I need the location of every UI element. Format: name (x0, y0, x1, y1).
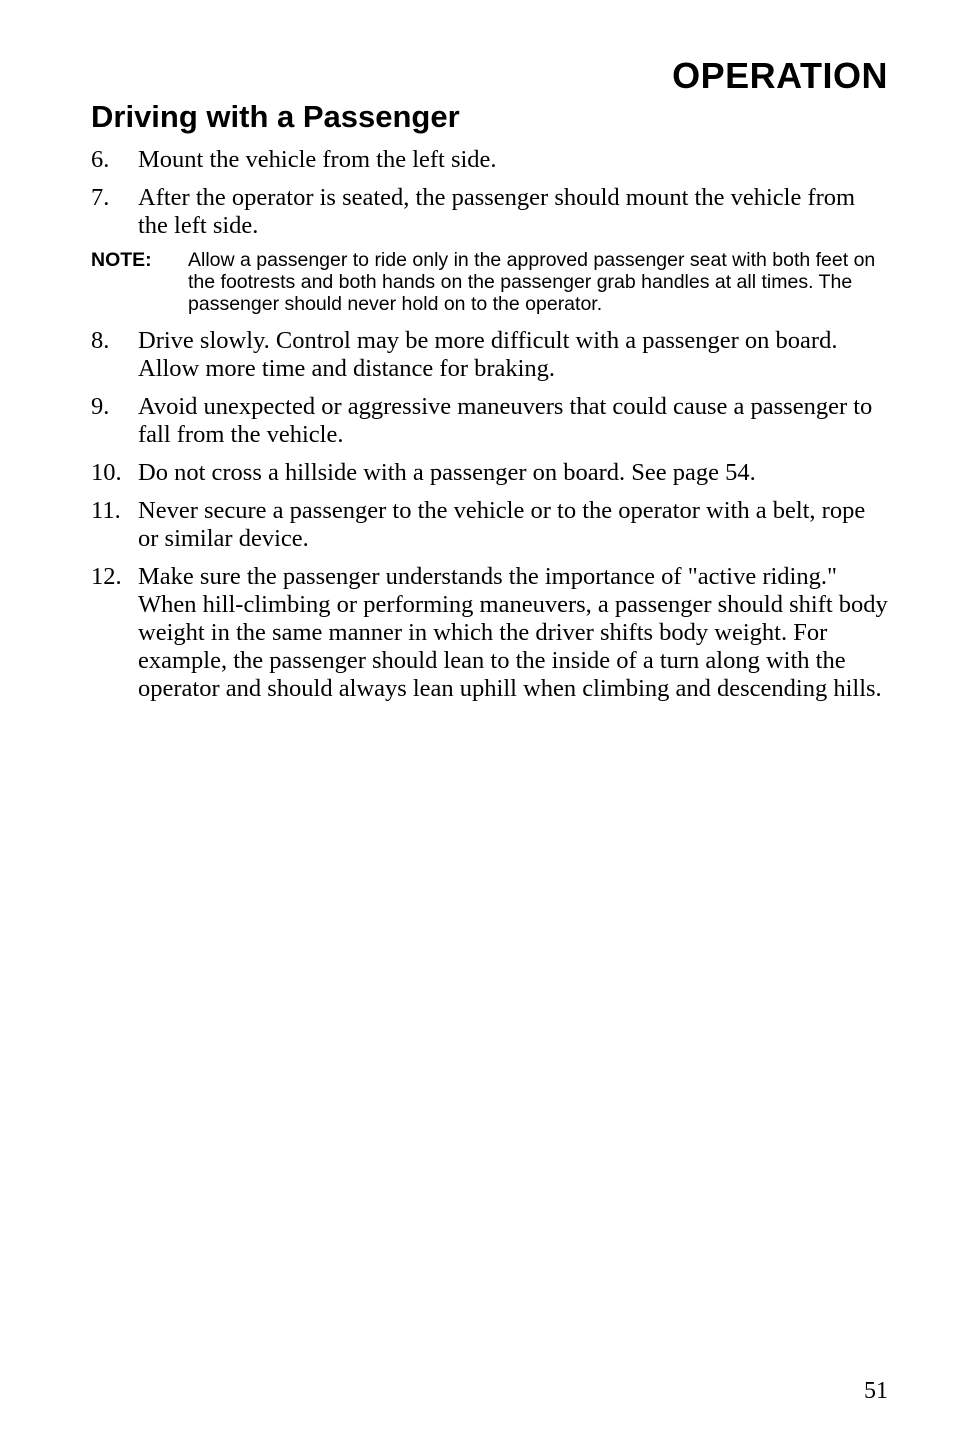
step-8 (91, 327, 891, 383)
step-6 (91, 146, 891, 174)
page-number: 51 (864, 1378, 888, 1404)
instruction-list (91, 146, 891, 713)
step-text: Never secure a passenger to the vehicle or to the operator with a belt, rope or similar device. (138, 497, 866, 552)
step-number: 6. (91, 146, 110, 173)
step-number: 8. (91, 327, 110, 354)
step-text: Make sure the passenger understands the importance of "active riding." When hill-climbing or performing maneuvers, a passenger should shift body weight in the same manner in which the driver shifts body weight. For example, the passenger should lean to the inside of a turn along with the operator and should always lean uphill when climbing and descending hills. (138, 563, 888, 702)
step-text: Do not cross a hillside with a passenger on board. See page 54. (138, 459, 756, 486)
step-text: After the operator is seated, the passenger should mount the vehicle from the left side. (138, 184, 856, 239)
note-block (91, 249, 891, 315)
step-text: Mount the vehicle from the left side. (138, 146, 497, 173)
step-7 (91, 184, 891, 240)
step-number: 7. (91, 184, 110, 211)
section-header: OPERATION (672, 55, 888, 96)
step-11 (91, 497, 891, 553)
page-heading: Driving with a Passenger (91, 99, 460, 134)
step-12 (91, 563, 891, 703)
step-number: 10. (91, 459, 122, 486)
step-10 (91, 459, 891, 487)
step-number: 9. (91, 393, 110, 420)
note-label: NOTE: (91, 249, 152, 271)
step-text: Avoid unexpected or aggressive maneuvers that could cause a passenger to fall from the vehicle. (138, 393, 873, 448)
step-number: 12. (91, 563, 122, 590)
step-text: Drive slowly. Control may be more difficult with a passenger on board. Allow more time and distance for braking. (138, 327, 838, 382)
step-9 (91, 393, 891, 449)
note-text: Allow a passenger to ride only in the approved passenger seat with both feet on the footrests and both hands on the passenger grab handles at all times. The passenger should never hold on to the operator. (188, 249, 876, 315)
step-number: 11. (91, 497, 121, 524)
